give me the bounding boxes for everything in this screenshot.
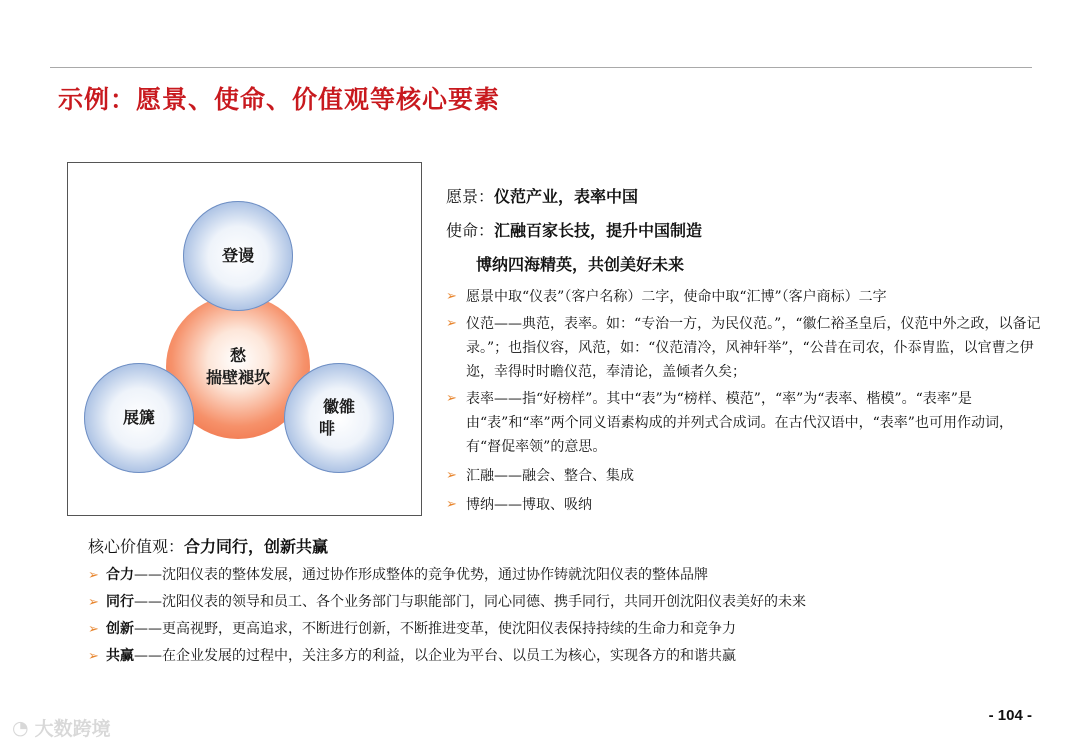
core-value-term: 共赢 [106, 648, 134, 664]
core-value-item [88, 589, 1048, 616]
right-circle-line2: 啡 [318, 419, 335, 438]
core-value-text: ——沈阳仪表的整体发展，通过协作形成整体的竞争优势，通过协作铸就沈阳仪表的整体品牌 [134, 567, 708, 583]
mission-label: 使命： [446, 221, 495, 240]
arrow-bullet-icon: ➢ [446, 316, 457, 331]
mission-value-2: 博纳四海精英，共创美好未来 [476, 255, 685, 274]
core-value-item [88, 562, 1048, 589]
bullet-text: 仪范——典范，表率。如：“专治一方，为民仪范。”，“徽仁裕圣皇后，仪范中外之政，以备记录。”；也指仪容，风范，如：“仪范清冷，风神轩举”，“公昔在司农，仆忝胄监，以官曹之伊迩，幸得时时瞻仪范，奉清论，盖倾者久矣； [466, 316, 1041, 380]
core-values-label: 核心价值观： [88, 537, 185, 556]
watermark-text: 大数跨境 [34, 718, 111, 740]
watermark-logo-icon: ◔ [12, 716, 29, 739]
bullet-text: 愿景中取“仪表”（客户名称）二字，使命中取“汇博”（客户商标）二字 [466, 289, 887, 305]
right-circle [284, 363, 394, 473]
vision-label: 愿景： [446, 187, 495, 206]
arrow-bullet-icon: ➢ [88, 595, 99, 610]
page-title: 示例：愿景、使命、价值观等核心要素 [58, 85, 501, 114]
arrow-bullet-icon: ➢ [446, 468, 457, 483]
watermark [12, 714, 111, 741]
core-value-term: 合力 [106, 567, 134, 583]
core-values-list [88, 562, 1048, 670]
vision-value: 仪范产业，表率中国 [494, 187, 639, 206]
mission-line [446, 214, 1046, 248]
core-value-text: ——沈阳仪表的领导和员工、各个业务部门与职能部门，同心同德、携手同行，共同开创沈阳仪表美好的未来 [134, 594, 806, 610]
bullet-item [446, 387, 1046, 459]
bullet-item [446, 464, 1046, 488]
vision-line [446, 180, 1046, 214]
top-circle-label: 登谩 [221, 246, 254, 266]
arrow-bullet-icon: ➢ [446, 391, 457, 406]
bullet-text: 博纳——博取、吸纳 [466, 497, 592, 513]
page-number: - 104 - [988, 707, 1032, 724]
left-circle [84, 363, 194, 473]
top-divider [50, 67, 1032, 68]
core-elements-diagram [67, 162, 422, 516]
center-circle-line2: 揣壁褪坎 [205, 368, 270, 387]
top-circle [183, 201, 293, 311]
bullet-text: 表率——指“好榜样”。其中“表”为“榜样、模范”，“率”为“表率、楷模”。“表率”是由“表”和“率”两个同义语素构成的并列式合成词。在古代汉语中，“表率”也可用作动词，有“督促率领”的意思。 [466, 391, 1013, 455]
core-value-text: ——在企业发展的过程中，关注多方的利益，以企业为平台、以员工为核心，实现各方的和谐共赢 [134, 648, 736, 664]
core-value-item [88, 643, 1048, 670]
core-value-item [88, 616, 1048, 643]
core-value-text: ——更高视野，更高追求，不断进行创新，不断推进变革，使沈阳仪表保持持续的生命力和竞争力 [134, 621, 736, 637]
core-values-heading [88, 534, 328, 557]
core-values-value: 合力同行，创新共赢 [184, 537, 329, 556]
bullet-item [446, 493, 1046, 517]
arrow-bullet-icon: ➢ [88, 622, 99, 637]
left-circle-label: 展篪 [122, 408, 155, 428]
arrow-bullet-icon: ➢ [446, 289, 457, 304]
bullet-text: 汇融——融会、整合、集成 [466, 468, 634, 484]
arrow-bullet-icon: ➢ [88, 649, 99, 664]
right-circle-line1: 徽雒 [322, 397, 355, 417]
core-value-term: 创新 [106, 621, 134, 637]
arrow-bullet-icon: ➢ [446, 497, 457, 512]
bullet-item [446, 312, 1046, 384]
arrow-bullet-icon: ➢ [88, 568, 99, 583]
definitions-panel [446, 180, 1046, 517]
mission-value: 汇融百家长技，提升中国制造 [494, 221, 703, 240]
center-circle-line1: 愁 [229, 346, 246, 366]
bullet-item [446, 285, 1046, 309]
core-value-term: 同行 [106, 594, 134, 610]
